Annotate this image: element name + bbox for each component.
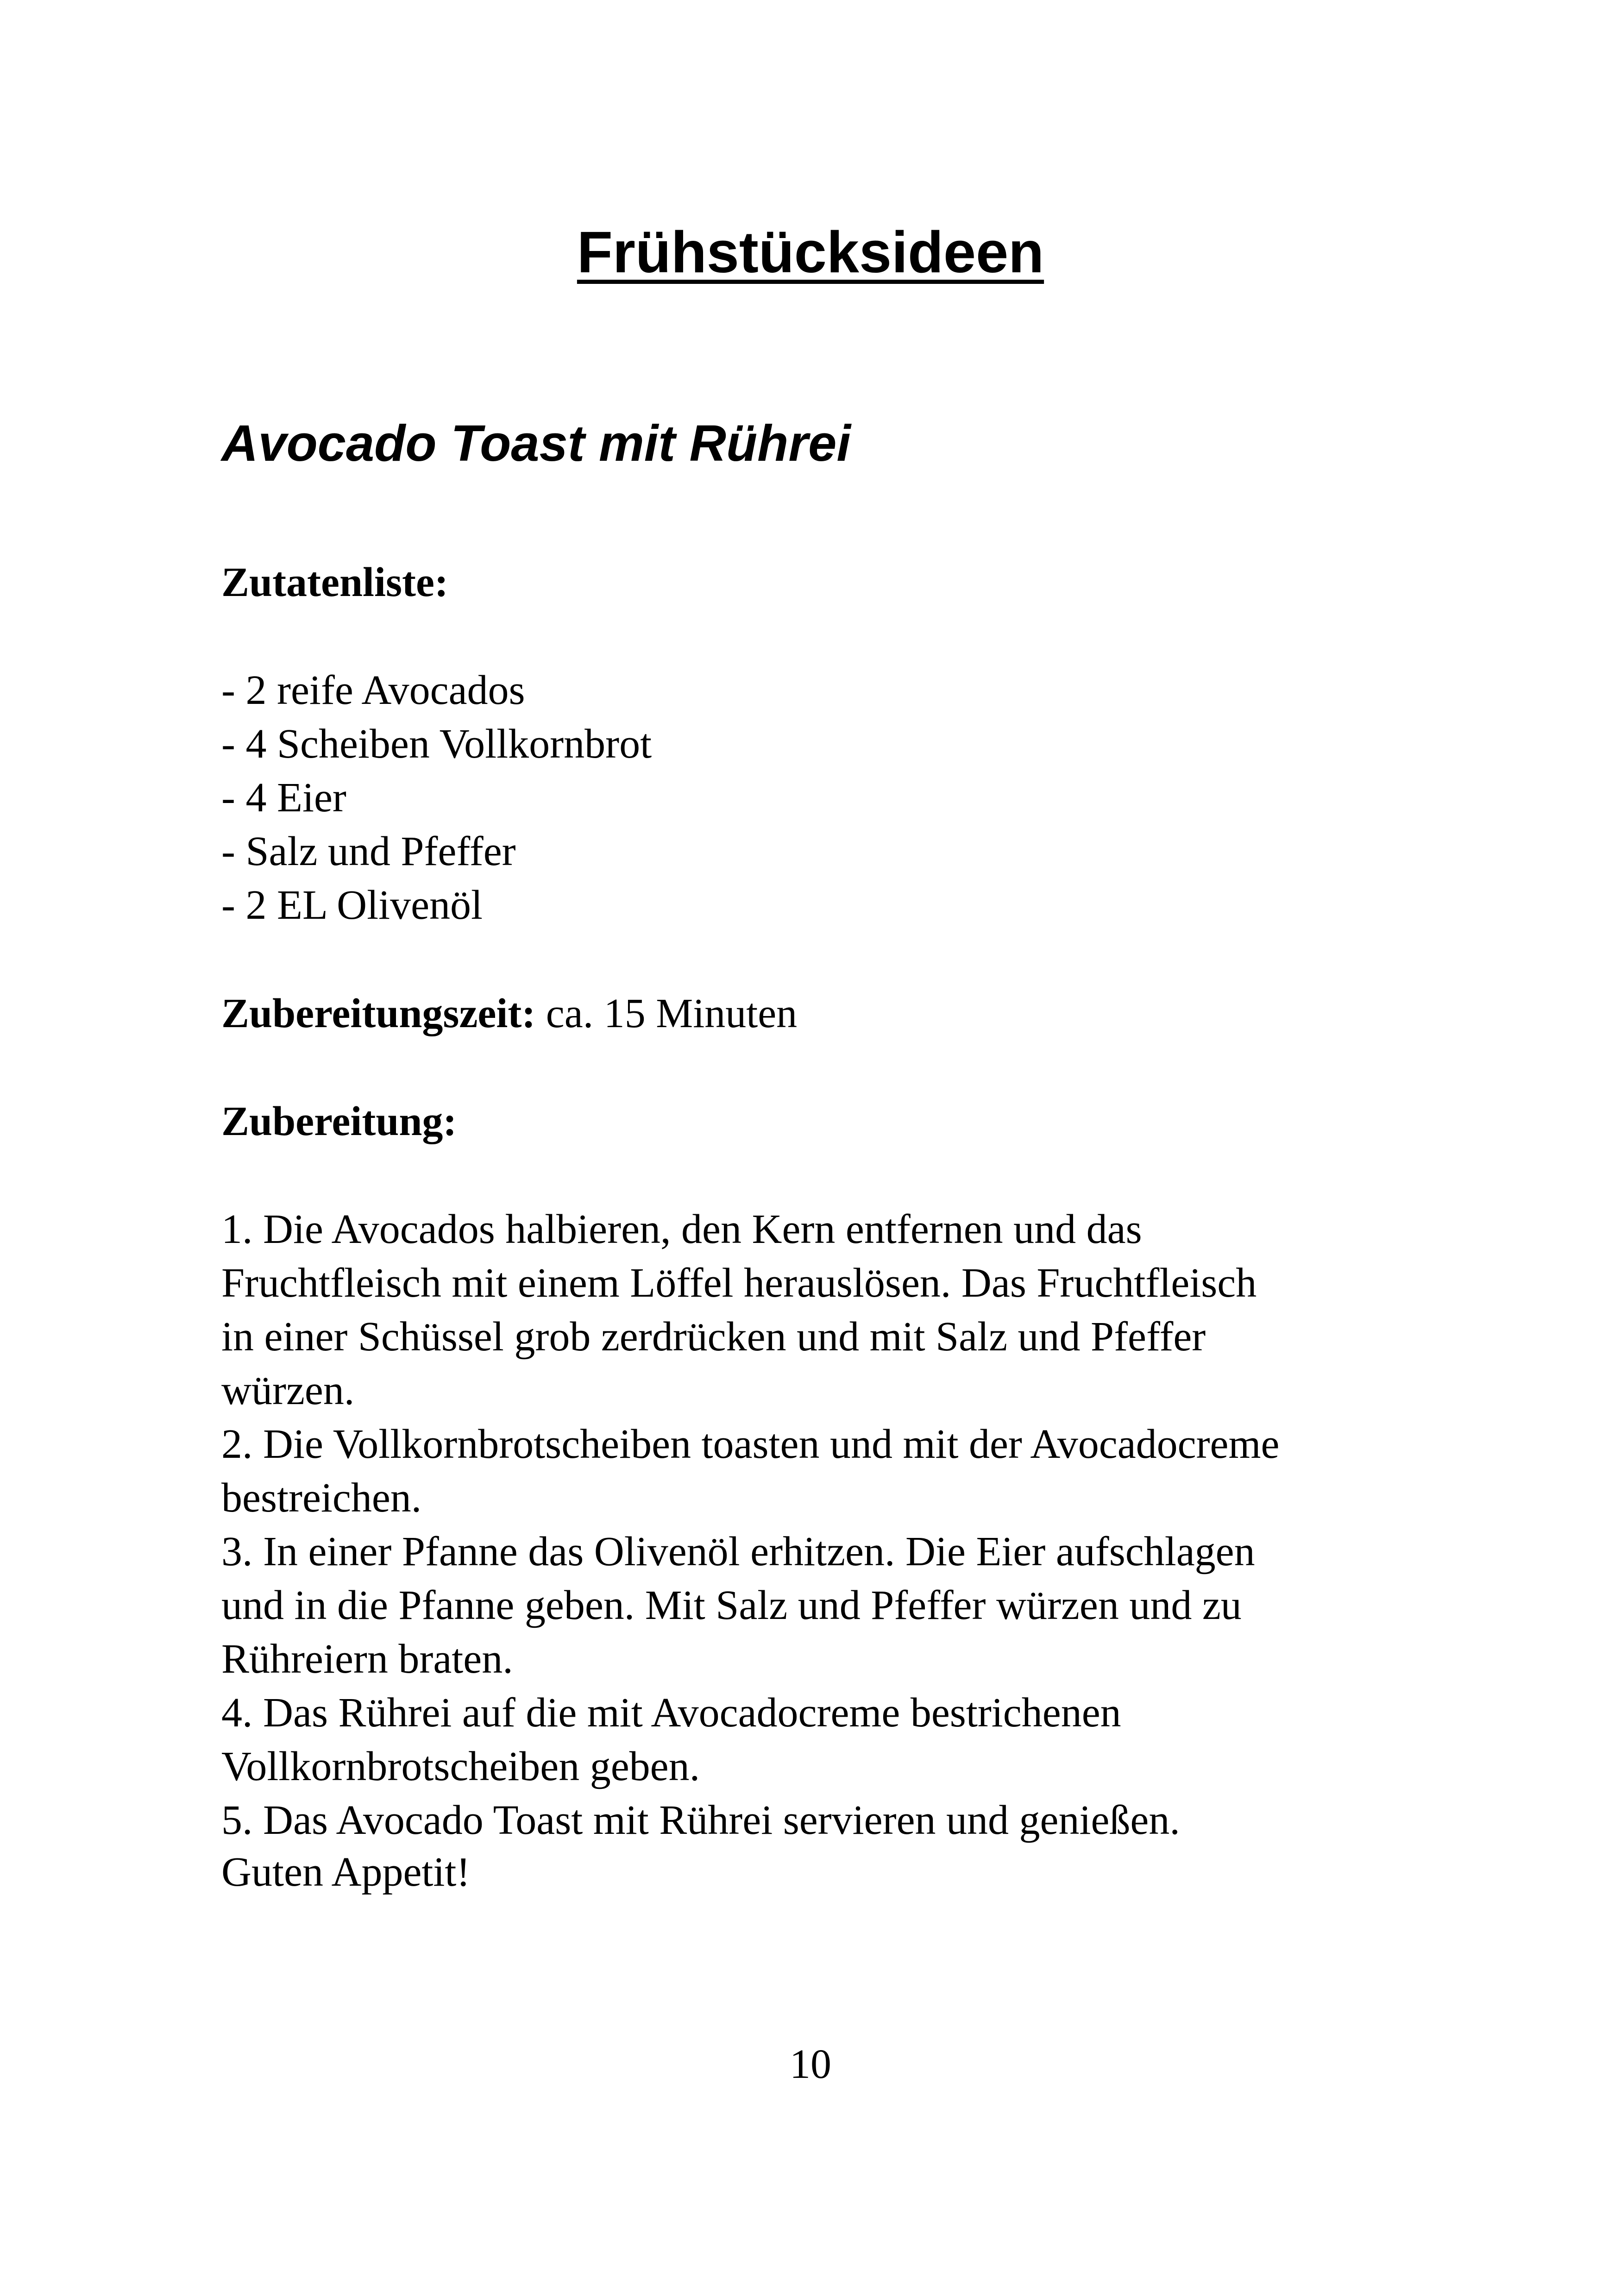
step-2 <box>221 1418 1279 1525</box>
closing-text: Guten Appetit! <box>221 1849 471 1895</box>
preparation-steps <box>221 1203 1279 1847</box>
list-item: - 2 EL Olivenöl <box>221 882 483 928</box>
step-line: Fruchtfleisch mit einem Löffel herauslösen. Das Fruchtfleisch <box>221 1260 1257 1306</box>
prep-time-label: Zubereitungszeit: <box>221 991 536 1036</box>
step-line: 5. Das Avocado Toast mit Rührei servieren und genießen. <box>221 1797 1180 1843</box>
step-line: in einer Schüssel grob zerdrücken und mit Salz und Pfeffer <box>221 1314 1206 1360</box>
prep-time <box>221 987 797 1041</box>
step-5 <box>221 1794 1279 1847</box>
step-line: bestreichen. <box>221 1475 422 1521</box>
step-line: und in die Pfanne geben. Mit Salz und Pfeffer würzen und zu <box>221 1582 1242 1628</box>
step-3 <box>221 1525 1279 1686</box>
step-line: 3. In einer Pfanne das Olivenöl erhitzen. Die Eier aufschlagen <box>221 1529 1255 1575</box>
ingredients-heading: Zutatenliste: <box>221 559 448 605</box>
step-line: Vollkornbrotscheiben geben. <box>221 1744 700 1789</box>
list-item: - 2 reife Avocados <box>221 667 525 713</box>
list-item: - Salz und Pfeffer <box>221 828 516 874</box>
list-item: - 4 Scheiben Vollkornbrot <box>221 721 652 767</box>
step-line: würzen. <box>221 1368 355 1413</box>
list-item: - 4 Eier <box>221 775 346 821</box>
step-4 <box>221 1686 1279 1794</box>
step-line: 4. Das Rührei auf die mit Avocadocreme bestrichenen <box>221 1690 1121 1736</box>
step-line: Rühreiern braten. <box>221 1636 513 1682</box>
preparation-heading: Zubereitung: <box>221 1098 457 1144</box>
prep-time-value: ca. 15 Minuten <box>535 991 798 1036</box>
document-title: Frühstücksideen <box>577 220 1044 285</box>
ingredients-list <box>221 664 652 932</box>
step-line: 2. Die Vollkornbrotscheiben toasten und mit der Avocadocreme <box>221 1421 1280 1467</box>
step-line: 1. Die Avocados halbieren, den Kern entfernen und das <box>221 1206 1142 1252</box>
step-1 <box>221 1203 1279 1418</box>
page-number: 10 <box>790 2041 831 2087</box>
recipe-title: Avocado Toast mit Rührei <box>221 415 851 472</box>
